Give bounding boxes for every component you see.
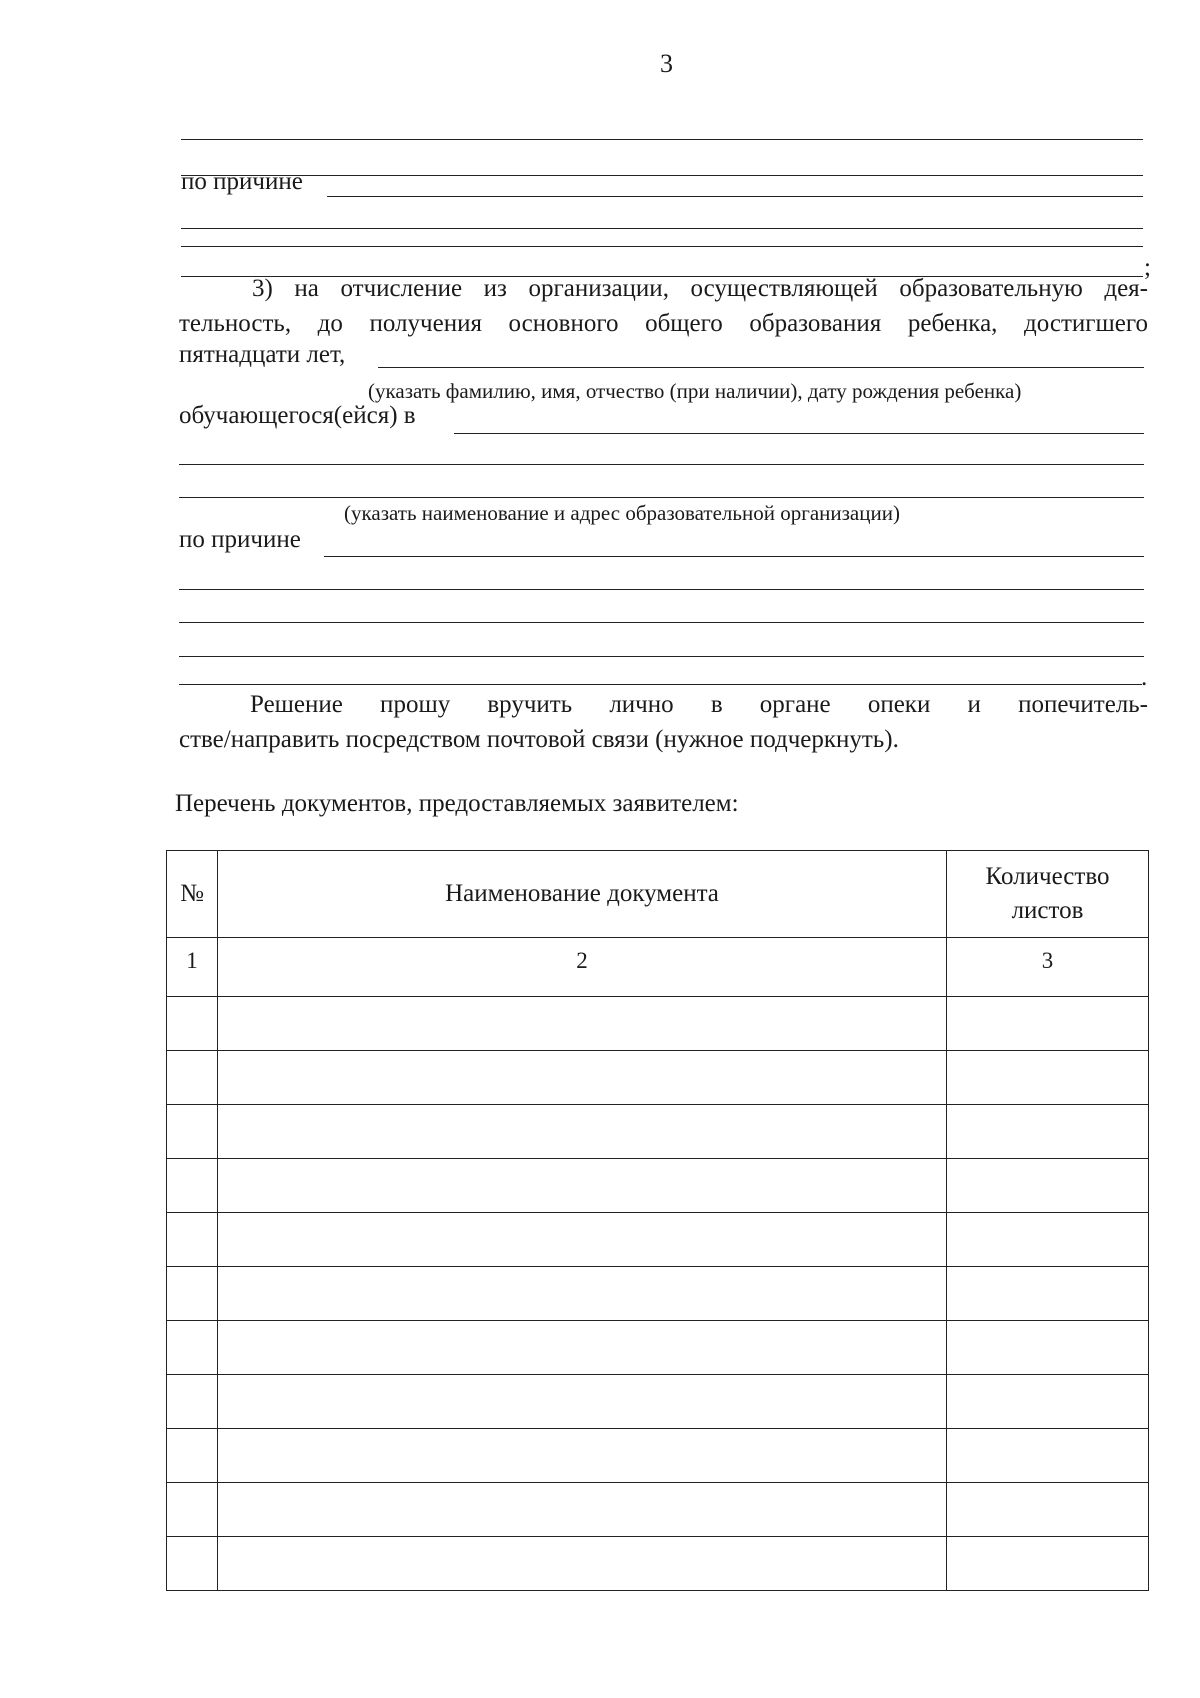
blank-line[interactable] [179,622,1144,623]
table-row [167,997,1149,1051]
column-number-1: 1 [167,938,218,997]
student-label: обучающегося(ейся) в [179,402,416,429]
organization-field[interactable] [454,433,1144,434]
blank-line[interactable] [181,175,1143,176]
number-cell[interactable] [167,1375,218,1429]
document-name-cell[interactable] [218,1051,947,1105]
reason-label: по причине [181,168,303,195]
document-name-cell[interactable] [218,1321,947,1375]
hint-child: (указать фамилию, имя, отчество (при наличии), дату рождения ребенка) [368,379,1022,403]
blank-line[interactable] [179,656,1144,657]
table-row [167,1051,1149,1105]
section3-line3-label: пятнадцати лет, [179,341,346,368]
table-column-numbers-row [167,938,1149,997]
page-number: 3 [660,49,673,78]
document-name-cell[interactable] [218,1159,947,1213]
section3-line1: 3) на отчисление из организации, осуществляющей образовательную дея- [252,275,1148,302]
number-cell[interactable] [167,1051,218,1105]
table-row [167,1429,1149,1483]
table-header-row [167,851,1149,938]
child-name-field[interactable] [378,367,1144,368]
sheet-count-cell[interactable] [947,1267,1149,1321]
document-name-cell[interactable] [218,1483,947,1537]
reason-field-2[interactable] [324,556,1144,557]
documents-list-title: Перечень документов, предоставляемых заявителем: [175,790,739,817]
number-cell[interactable] [167,1159,218,1213]
sheet-count-cell[interactable] [947,1375,1149,1429]
document-name-cell[interactable] [218,1537,947,1591]
header-number: № [167,851,218,938]
column-number-3: 3 [947,938,1149,997]
table-row [167,1267,1149,1321]
document-name-cell[interactable] [218,997,947,1051]
table-row [167,1375,1149,1429]
number-cell[interactable] [167,1429,218,1483]
end-mark-2: . [1141,664,1148,691]
blank-line[interactable] [179,589,1144,590]
sheet-count-cell[interactable] [947,1429,1149,1483]
decision-line2: стве/направить посредством почтовой связи (нужное подчеркнуть). [179,726,899,753]
blank-line[interactable] [181,228,1143,229]
sheet-count-cell[interactable] [947,1051,1149,1105]
number-cell[interactable] [167,1321,218,1375]
document-name-cell[interactable] [218,1213,947,1267]
sheet-count-cell[interactable] [947,1321,1149,1375]
blank-line[interactable] [179,464,1144,465]
blank-line[interactable] [179,497,1144,498]
document-name-cell[interactable] [218,1105,947,1159]
document-name-cell[interactable] [218,1375,947,1429]
number-cell[interactable] [167,1537,218,1591]
blank-line[interactable] [181,246,1143,247]
number-cell[interactable] [167,1213,218,1267]
sheet-count-cell[interactable] [947,1213,1149,1267]
table-row [167,1483,1149,1537]
number-cell[interactable] [167,997,218,1051]
reason-field[interactable] [327,196,1143,197]
documents-table [166,850,1149,1591]
sheet-count-cell[interactable] [947,1483,1149,1537]
document-name-cell[interactable] [218,1267,947,1321]
hint-org: (указать наименование и адрес образовательной организации) [344,501,900,525]
sheet-count-cell[interactable] [947,997,1149,1051]
end-mark: ; [1144,254,1151,281]
table-row [167,1321,1149,1375]
number-cell[interactable] [167,1105,218,1159]
table-row [167,1105,1149,1159]
sheet-count-cell[interactable] [947,1537,1149,1591]
blank-line[interactable] [181,139,1143,140]
table-row [167,1537,1149,1591]
section3-line2: тельность, до получения основного общего образования ребенка, достигшего [179,310,1148,337]
header-document-name: Наименование документа [218,851,947,938]
table-row [167,1213,1149,1267]
table-row [167,1159,1149,1213]
decision-line1: Решение прошу вручить лично в органе опеки и попечитель- [250,691,1148,718]
reason-label-2: по причине [179,526,301,553]
sheet-count-cell[interactable] [947,1105,1149,1159]
number-cell[interactable] [167,1483,218,1537]
header-sheet-count: Количество листов [947,851,1149,938]
sheet-count-cell[interactable] [947,1159,1149,1213]
blank-line[interactable] [179,684,1142,685]
column-number-2: 2 [218,938,947,997]
table-body [167,997,1149,1591]
number-cell[interactable] [167,1267,218,1321]
document-name-cell[interactable] [218,1429,947,1483]
